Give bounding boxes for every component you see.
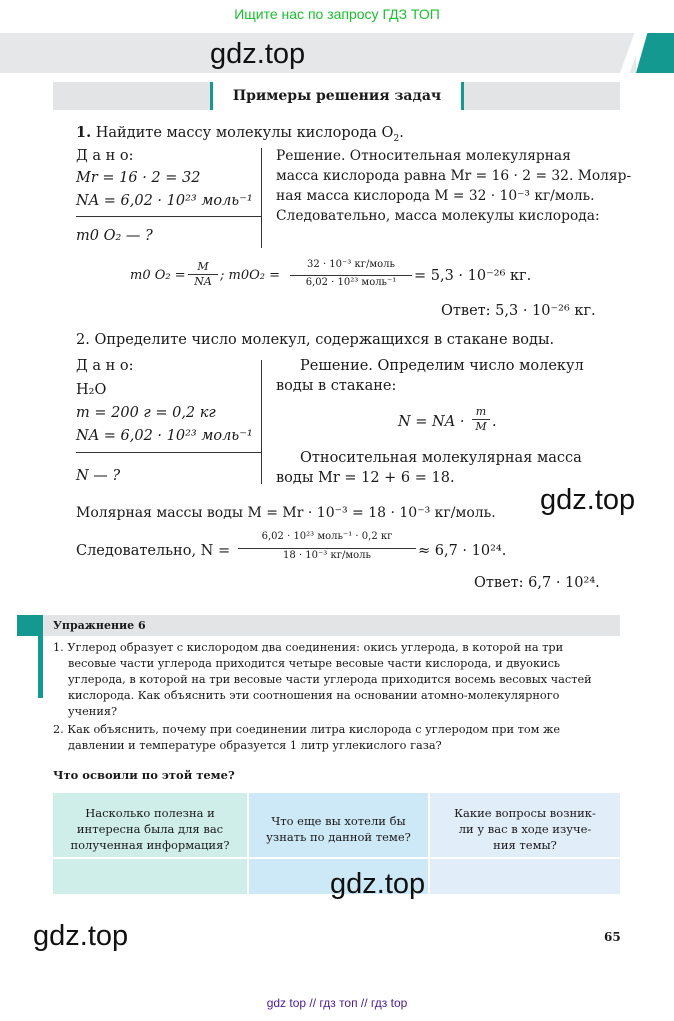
exercise-item-1	[53, 640, 623, 720]
page-number: 65	[604, 930, 621, 944]
watermark-middle: gdz.top	[540, 484, 636, 516]
exercise-side-bar	[38, 636, 43, 698]
problem2-conclusion-num: 6,02 · 10²³ моль⁻¹ · 0,2 кг	[261, 531, 393, 542]
problem2-solution-line-1: Решение. Определим число молекул	[300, 358, 584, 374]
problem1-formula-sep: ; m0O₂ =	[220, 268, 281, 283]
problem1-solution-line-3: ная масса кислорода M = 32 · 10⁻³ кг/моль.	[276, 188, 595, 204]
reflection-col-1-line: интересна была для вас	[76, 822, 224, 836]
problem1-statement: 1. Найдите массу молекулы кислорода $O_2$.	[76, 124, 404, 144]
problem2-relative-line-1: Относительная молекулярная масса	[300, 450, 582, 466]
problem1-given-label: Д а н о:	[76, 148, 134, 164]
reflection-col-2-line: Что еще вы хотели бы	[271, 814, 406, 828]
problem1-given-2: NA = 6,02 · 10²³ моль⁻¹	[76, 193, 253, 209]
section-title: Примеры решения задач	[210, 82, 464, 110]
reflection-row-divider	[53, 857, 620, 859]
problem1-solution-line-2: масса кислорода равна Mr = 16 · 2 = 32. Моляр-	[276, 168, 632, 184]
exercise-item-1-line: весовые части углерода приходится четыре весовые части кислорода, и двуокись	[68, 657, 561, 670]
problem2-answer: Ответ: 6,7 · 10²⁴.	[474, 575, 600, 591]
problem2-molar-line: Молярная массы воды M = Mr · 10⁻³ = 18 · 10⁻³ кг/моль.	[76, 505, 496, 521]
problem1-given-rule	[261, 148, 262, 248]
problem1-solution-line-4: Следовательно, масса молекулы кислорода:	[276, 208, 600, 224]
problem2-unknown: N — ?	[76, 468, 121, 484]
reflection-col-3-line: ли у вас в ходе изуче-	[458, 822, 592, 836]
header-band	[0, 33, 636, 73]
problem1-frac1-den: NA	[188, 274, 218, 289]
exercise-item-1-line: углерода, в которой на три весовые части углерода приходится восемь весовых частей	[68, 673, 592, 686]
reflection-col-3	[430, 793, 620, 894]
problem1-frac2	[290, 258, 412, 290]
problem2-statement: 2. Определите число молекул, содержащихся в стакане воды.	[76, 332, 555, 348]
problem1-frac1-num: M	[197, 260, 209, 273]
exercise-item-2	[53, 722, 623, 754]
watermark-top: gdz.top	[210, 38, 306, 70]
problem2-solution-line-2: воды в стакане:	[276, 378, 397, 394]
problem2-frac-main-num: m	[475, 405, 487, 418]
problem2-conclusion-frac	[238, 530, 416, 563]
reflection-title: Что освоили по этой теме?	[53, 768, 235, 782]
ad-banner-bottom[interactable]: gdz top // гдз топ // гдз top	[266, 996, 408, 1010]
problem2-relative-line-2: воды Mr = 12 + 6 = 18.	[276, 470, 455, 486]
exercise-header-accent	[17, 615, 43, 636]
problem1-solution-line-1: Решение. Относительная молекулярная	[276, 148, 571, 164]
problem2-conclusion-den: 18 · 10⁻³ кг/моль	[238, 548, 416, 563]
exercise-item-2-line: давлении и температуре образуется 1 литр углекислого газа?	[68, 739, 442, 752]
exercise-item-1-line: учения?	[68, 705, 118, 718]
problem2-frac-main-den: M	[472, 419, 490, 434]
problem1-frac1	[188, 260, 218, 289]
problem1-answer: Ответ: 5,3 · 10⁻²⁶ кг.	[441, 303, 596, 319]
watermark-bottom: gdz.top	[33, 920, 129, 952]
problem1-given-divider	[76, 216, 261, 217]
problem1-frac2-num: 32 · 10⁻³ кг/моль	[307, 259, 395, 270]
ad-banner-top[interactable]: Ищите нас по запросу ГДЗ ТОП	[234, 6, 440, 22]
problem1-formula-result: = 5,3 · 10⁻²⁶ кг.	[414, 268, 532, 284]
problem2-given-label: Д а н о:	[76, 358, 134, 374]
exercise-item-1-line: 1. Углерод образует с кислородом два соединения: окись углерода, в которой на три	[53, 641, 564, 654]
problem1-unknown: m0 O₂ — ?	[76, 228, 153, 244]
exercise-title: Упражнение 6	[53, 619, 146, 632]
problem2-given-1: H₂O	[76, 382, 107, 398]
problem1-formula-lhs: m0 O₂ =	[130, 268, 186, 283]
problem2-given-rule	[261, 360, 262, 484]
problem2-given-divider	[76, 452, 261, 453]
watermark-table: gdz.top	[330, 868, 426, 900]
reflection-col-1-line: Насколько полезна и	[85, 806, 215, 820]
problem2-formula-dot: .	[492, 414, 497, 430]
reflection-col-1-line: полученная информация?	[70, 838, 230, 852]
exercise-item-2-line: 2. Как объяснить, почему при соединении литра кислорода с углеродом при том же	[53, 723, 561, 736]
problem2-conclusion-result: ≈ 6,7 · 10²⁴.	[418, 543, 507, 559]
problem2-given-3: NA = 6,02 · 10²³ моль⁻¹	[76, 428, 253, 444]
problem2-conclusion-lhs: Следовательно, N =	[76, 543, 231, 559]
reflection-col-1	[53, 793, 249, 894]
problem2-frac-main	[472, 405, 490, 434]
problem1-frac2-den: 6,02 · 10²³ моль⁻¹	[290, 275, 412, 290]
reflection-col-3-line: Какие вопросы возник-	[454, 806, 596, 820]
problem1-given-1: Mr = 16 · 2 = 32	[76, 170, 201, 186]
reflection-col-3-line: ния темы?	[493, 838, 557, 852]
exercise-item-1-line: кислорода. Как объяснить эти соотношения на основании атомно-молекулярного	[68, 689, 560, 702]
reflection-col-2-line: узнать по данной теме?	[266, 830, 411, 844]
problem2-given-2: m = 200 г = 0,2 кг	[76, 405, 216, 421]
problem2-formula-lhs: N = NA ·	[398, 414, 465, 430]
